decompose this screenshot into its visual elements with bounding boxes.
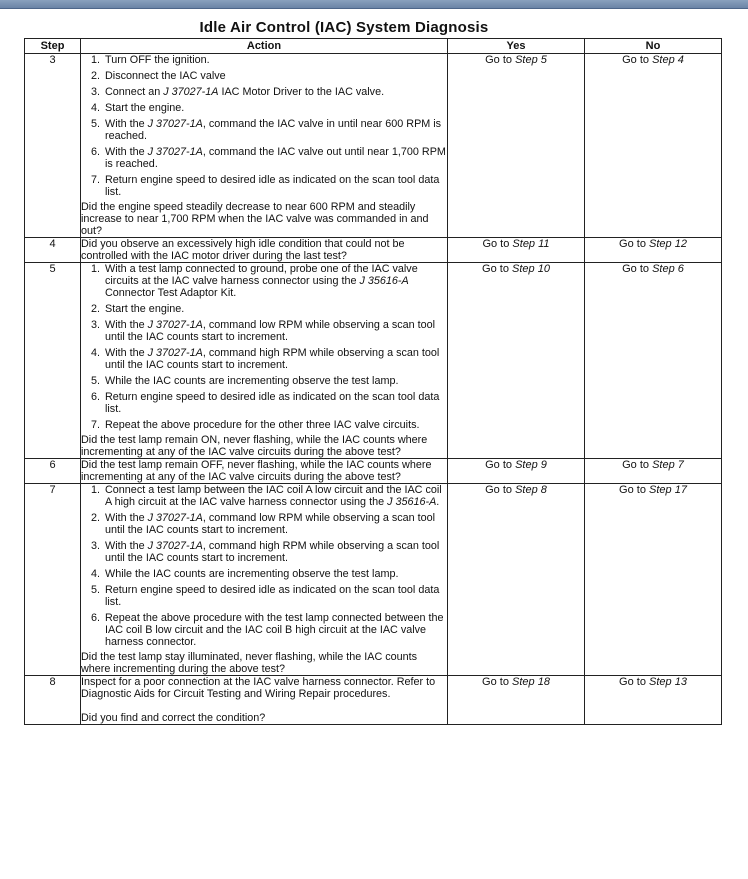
no-step-link: Step 4 xyxy=(652,54,684,66)
step-number: 4 xyxy=(25,238,81,263)
list-item: 2. Disconnect the IAC valve xyxy=(103,70,447,82)
action-list xyxy=(81,484,447,648)
list-item: 7. Repeat the above procedure for the other three IAC valve circuits. xyxy=(103,419,447,431)
yes-cell: Go to Step 18 xyxy=(448,676,585,725)
no-cell: Go to Step 13 xyxy=(585,676,722,725)
list-item: 3. Connect an J 37027-1A IAC Motor Driver to the IAC valve. xyxy=(103,86,447,98)
list-item: 4. Start the engine. xyxy=(103,102,447,114)
list-item: 3. With the J 37027-1A, command low RPM while observing a scan tool until the IAC counts start to increment. xyxy=(103,319,447,343)
column-header-step: Step xyxy=(25,39,81,54)
table-row xyxy=(25,263,722,459)
instruction-text: Inspect for a poor connection at the IAC valve harness connector. Refer to Diagnostic Aids for Circuit Testing and Wiring Repair procedures. xyxy=(81,676,436,700)
no-cell: Go to Step 12 xyxy=(585,238,722,263)
action-cell xyxy=(81,676,448,725)
list-item: 7. Return engine speed to desired idle as indicated on the scan tool data list. xyxy=(103,174,447,198)
question-text: Did you find and correct the condition? xyxy=(81,712,266,724)
question-text: Did the test lamp stay illuminated, never flashing, while the IAC counts where incrementing during the above test? xyxy=(81,651,418,675)
no-cell: Go to Step 17 xyxy=(585,484,722,676)
action-cell xyxy=(81,54,448,238)
no-step-link: Step 12 xyxy=(649,238,687,250)
step-number: 7 xyxy=(25,484,81,676)
no-step-link: Step 7 xyxy=(652,459,684,471)
yes-cell: Go to Step 11 xyxy=(448,238,585,263)
list-item: 1. Connect a test lamp between the IAC coil A low circuit and the IAC coil A high circuit at the IAC valve harness connector using the J 35616-A. xyxy=(103,484,447,508)
yes-cell: Go to Step 10 xyxy=(448,263,585,459)
step-number: 8 xyxy=(25,676,81,725)
action-cell xyxy=(81,484,448,676)
table-row xyxy=(25,54,722,238)
column-header-no: No xyxy=(585,39,722,54)
action-list xyxy=(81,263,447,431)
list-item: 2. Start the engine. xyxy=(103,303,447,315)
yes-step-link: Step 10 xyxy=(512,263,550,275)
question-text: Did the engine speed steadily decrease to near 600 RPM and steadily increase to near 1,700 RPM when the IAC valve was commanded in and out? xyxy=(81,201,429,237)
column-header-action: Action xyxy=(81,39,448,54)
no-cell: Go to Step 6 xyxy=(585,263,722,459)
action-cell xyxy=(81,263,448,459)
action-list xyxy=(81,54,447,198)
no-cell: Go to Step 4 xyxy=(585,54,722,238)
list-item: 1. With a test lamp connected to ground, probe one of the IAC valve circuits at the IAC valve harness connector using the J 35616-A Connector Test Adaptor Kit. xyxy=(103,263,447,299)
no-step-link: Step 13 xyxy=(649,676,687,688)
list-item: 1. Turn OFF the ignition. xyxy=(103,54,447,66)
list-item: 5. While the IAC counts are incrementing observe the test lamp. xyxy=(103,375,447,387)
list-item: 4. With the J 37027-1A, command high RPM while observing a scan tool until the IAC counts start to increment. xyxy=(103,347,447,371)
yes-step-link: Step 5 xyxy=(515,54,547,66)
table-row xyxy=(25,459,722,484)
no-step-link: Step 6 xyxy=(652,263,684,275)
list-item: 3. With the J 37027-1A, command high RPM while observing a scan tool until the IAC counts start to increment. xyxy=(103,540,447,564)
yes-step-link: Step 11 xyxy=(512,238,550,250)
question-text: Did you observe an excessively high idle condition that could not be controlled with the IAC motor driver during the last test? xyxy=(81,238,405,262)
list-item: 2. With the J 37027-1A, command low RPM while observing a scan tool until the IAC counts start to increment. xyxy=(103,512,447,536)
yes-step-link: Step 8 xyxy=(515,484,547,496)
yes-step-link: Step 18 xyxy=(512,676,550,688)
step-number: 5 xyxy=(25,263,81,459)
list-item: 6. Repeat the above procedure with the test lamp connected between the IAC coil B low circuit and the IAC coil B high circuit at the IAC valve harness connector. xyxy=(103,612,447,648)
list-item: 4. While the IAC counts are incrementing observe the test lamp. xyxy=(103,568,447,580)
yes-cell: Go to Step 9 xyxy=(448,459,585,484)
list-item: 6. With the J 37027-1A, command the IAC valve out until near 1,700 RPM is reached. xyxy=(103,146,447,170)
table-row xyxy=(25,676,722,725)
column-header-yes: Yes xyxy=(448,39,585,54)
yes-cell: Go to Step 5 xyxy=(448,54,585,238)
step-number: 6 xyxy=(25,459,81,484)
no-cell: Go to Step 7 xyxy=(585,459,722,484)
no-step-link: Step 17 xyxy=(649,484,687,496)
table-row xyxy=(25,238,722,263)
yes-cell: Go to Step 8 xyxy=(448,484,585,676)
window-top-bar xyxy=(0,0,748,9)
action-cell xyxy=(81,459,448,484)
yes-step-link: Step 9 xyxy=(515,459,547,471)
question-text: Did the test lamp remain OFF, never flashing, while the IAC counts where incrementing at any of the IAC valve circuits during the above test? xyxy=(81,459,432,483)
diagnosis-table xyxy=(24,38,722,725)
page-title: Idle Air Control (IAC) System Diagnosis xyxy=(199,19,489,36)
list-item: 5. With the J 37027-1A, command the IAC valve in until near 600 RPM is reached. xyxy=(103,118,447,142)
list-item: 6. Return engine speed to desired idle as indicated on the scan tool data list. xyxy=(103,391,447,415)
table-header-row xyxy=(25,39,722,54)
action-cell xyxy=(81,238,448,263)
step-number: 3 xyxy=(25,54,81,238)
table-row xyxy=(25,484,722,676)
question-text: Did the test lamp remain ON, never flashing, while the IAC counts where incrementing at any of the IAC valve circuits during the above test? xyxy=(81,434,428,458)
list-item: 5. Return engine speed to desired idle as indicated on the scan tool data list. xyxy=(103,584,447,608)
